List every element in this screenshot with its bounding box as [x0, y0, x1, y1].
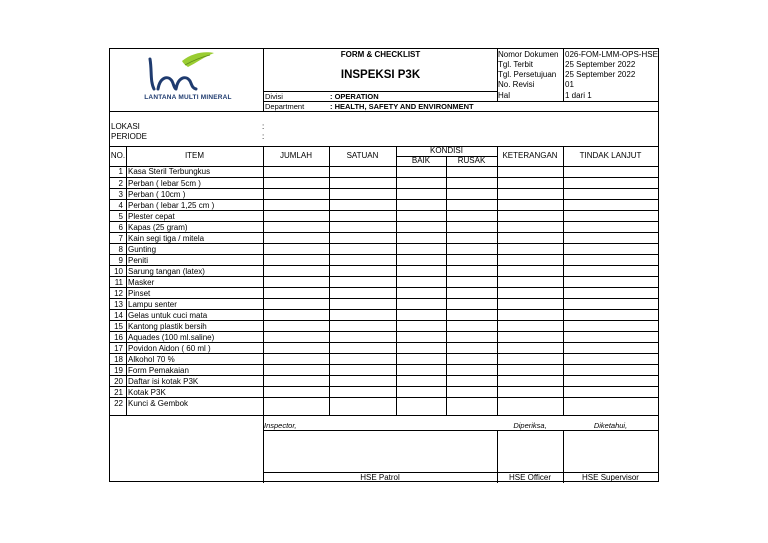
jumlah-cell[interactable]: [264, 266, 329, 276]
baik-cell[interactable]: [397, 354, 446, 364]
lokasi-colon: :: [262, 122, 265, 131]
col-header-kondisi: KONDISI: [430, 146, 463, 155]
jumlah-cell[interactable]: [264, 332, 329, 342]
table-row: [110, 210, 658, 221]
row-item-name: Plester cepat: [128, 212, 175, 221]
baik-cell[interactable]: [397, 332, 446, 342]
table-row: [110, 386, 658, 397]
keterangan-cell[interactable]: [498, 365, 563, 375]
rusak-cell[interactable]: [447, 332, 497, 342]
col-header-no: NO.: [110, 151, 126, 160]
keterangan-cell[interactable]: [498, 299, 563, 309]
row-number: 2: [118, 179, 123, 188]
baik-cell[interactable]: [397, 321, 446, 331]
row-number: 15: [114, 322, 123, 331]
row-number: 4: [118, 201, 123, 210]
baik-cell[interactable]: [397, 299, 446, 309]
table-row: [110, 309, 658, 320]
col-header-satuan: SATUAN: [346, 151, 379, 160]
jumlah-cell[interactable]: [264, 200, 329, 210]
jumlah-cell[interactable]: [264, 244, 329, 254]
baik-cell[interactable]: [397, 310, 446, 320]
row-number: 7: [118, 234, 123, 243]
company-logo: [138, 51, 238, 101]
jumlah-cell[interactable]: [264, 398, 329, 408]
jumlah-cell[interactable]: [264, 299, 329, 309]
row-number: 5: [118, 212, 123, 221]
satuan-cell[interactable]: [330, 343, 396, 353]
lokasi-label: LOKASI: [111, 122, 140, 131]
doc-value-revisi: 01: [565, 80, 574, 89]
keterangan-cell[interactable]: [498, 310, 563, 320]
table-row: [110, 342, 658, 353]
tindak-lanjut-cell[interactable]: [564, 288, 658, 298]
row-item-name: Lampu senter: [128, 300, 177, 309]
col-header-item: ITEM: [184, 151, 205, 160]
row-number: 11: [114, 278, 123, 287]
row-item-name: Kunci & Gembok: [128, 399, 189, 408]
col-header-jumlah: JUMLAH: [279, 151, 312, 160]
table-row: [110, 166, 658, 177]
satuan-cell[interactable]: [330, 387, 396, 397]
rusak-cell[interactable]: [447, 266, 497, 276]
table-row: [110, 199, 658, 210]
baik-cell[interactable]: [397, 398, 446, 408]
satuan-cell[interactable]: [330, 255, 396, 265]
jumlah-cell[interactable]: [264, 255, 329, 265]
baik-cell[interactable]: [397, 288, 446, 298]
divisi-label: Divisi: [265, 92, 283, 101]
baik-cell[interactable]: [397, 365, 446, 375]
divisi-value: : OPERATION: [330, 92, 379, 101]
table-row: [110, 276, 658, 287]
table-row: [110, 188, 658, 199]
jumlah-cell[interactable]: [264, 321, 329, 331]
row-item-name: Sarung tangan (latex): [128, 267, 205, 276]
jumlah-cell[interactable]: [264, 166, 329, 176]
satuan-cell[interactable]: [330, 233, 396, 243]
rusak-cell[interactable]: [447, 200, 497, 210]
keterangan-cell[interactable]: [498, 321, 563, 331]
row-number: 20: [114, 377, 123, 386]
satuan-cell[interactable]: [330, 266, 396, 276]
table-row: [110, 232, 658, 243]
row-item-name: Gelas untuk cuci mata: [128, 311, 208, 320]
table-row: [110, 364, 658, 375]
rusak-cell[interactable]: [447, 354, 497, 364]
row-number: 13: [114, 300, 123, 309]
baik-cell[interactable]: [397, 255, 446, 265]
row-item-name: Pinset: [128, 289, 151, 298]
row-item-name: Kain segi tiga / mitela: [128, 234, 205, 243]
doc-value-terbit: 25 September 2022: [565, 60, 636, 69]
table-row: [110, 375, 658, 386]
row-number: 3: [118, 190, 123, 199]
satuan-cell[interactable]: [330, 354, 396, 364]
table-row: [110, 287, 658, 298]
baik-cell[interactable]: [397, 387, 446, 397]
baik-cell[interactable]: [397, 244, 446, 254]
baik-cell[interactable]: [397, 166, 446, 176]
jumlah-cell[interactable]: [264, 233, 329, 243]
table-row: [110, 298, 658, 309]
keterangan-cell[interactable]: [498, 376, 563, 386]
diketahui-label: Diketahui,: [593, 421, 628, 430]
rusak-cell[interactable]: [447, 222, 497, 232]
doc-label-persetujuan: Tgl. Persetujuan: [498, 70, 557, 79]
tindak-lanjut-cell[interactable]: [564, 387, 658, 397]
satuan-cell[interactable]: [330, 332, 396, 342]
table-row: [110, 177, 658, 188]
baik-cell[interactable]: [397, 233, 446, 243]
baik-cell[interactable]: [397, 178, 446, 188]
row-item-name: Aquades (100 ml.saline): [128, 333, 215, 342]
diperiksa-label: Diperiksa,: [513, 421, 547, 430]
keterangan-cell[interactable]: [498, 343, 563, 353]
doc-value-nomor: 026-FOM-LMM-OPS-HSE: [565, 50, 658, 59]
form-title: INSPEKSI P3K: [340, 69, 421, 81]
satuan-cell[interactable]: [330, 288, 396, 298]
satuan-cell[interactable]: [330, 321, 396, 331]
rusak-cell[interactable]: [447, 211, 497, 221]
col-header-tindak-lanjut: TINDAK LANJUT: [579, 151, 642, 160]
baik-cell[interactable]: [397, 200, 446, 210]
company-name: LANTANA MULTI MINERAL: [144, 94, 232, 101]
rusak-cell[interactable]: [447, 387, 497, 397]
row-number: 16: [114, 333, 123, 342]
tindak-lanjut-cell[interactable]: [564, 354, 658, 364]
satuan-cell[interactable]: [330, 376, 396, 386]
tindak-lanjut-cell[interactable]: [564, 332, 658, 342]
keterangan-cell[interactable]: [498, 277, 563, 287]
satuan-cell[interactable]: [330, 166, 396, 176]
jumlah-cell[interactable]: [264, 288, 329, 298]
keterangan-cell[interactable]: [498, 255, 563, 265]
row-item-name: Kasa Steril Terbungkus: [128, 167, 211, 176]
rusak-cell[interactable]: [447, 178, 497, 188]
row-number: 6: [118, 223, 123, 232]
inspector-role: HSE Patrol: [360, 473, 400, 482]
rusak-cell[interactable]: [447, 244, 497, 254]
inspector-label: Inspector,: [264, 421, 297, 430]
rusak-cell[interactable]: [447, 343, 497, 353]
jumlah-cell[interactable]: [264, 189, 329, 199]
rusak-cell[interactable]: [447, 299, 497, 309]
doc-label-terbit: Tgl. Terbit: [498, 60, 533, 69]
doc-value-hal: 1 dari 1: [565, 91, 592, 100]
jumlah-cell[interactable]: [264, 222, 329, 232]
keterangan-cell[interactable]: [498, 398, 563, 408]
keterangan-cell[interactable]: [498, 354, 563, 364]
table-row: [110, 243, 658, 254]
row-number: 22: [114, 399, 123, 408]
doc-label-nomor: Nomor Dokumen: [498, 50, 559, 59]
row-number: 18: [114, 355, 123, 364]
rusak-cell[interactable]: [447, 255, 497, 265]
table-row: [110, 397, 658, 408]
baik-cell[interactable]: [397, 222, 446, 232]
diperiksa-role: HSE Officer: [508, 473, 552, 482]
keterangan-cell[interactable]: [498, 244, 563, 254]
rusak-cell[interactable]: [447, 189, 497, 199]
tindak-lanjut-cell[interactable]: [564, 178, 658, 188]
department-value: : HEALTH, SAFETY AND ENVIRONMENT: [330, 102, 474, 111]
table-row: [110, 254, 658, 265]
rusak-cell[interactable]: [447, 321, 497, 331]
rusak-cell[interactable]: [447, 376, 497, 386]
department-label: Department: [265, 102, 305, 111]
row-item-name: Peniti: [128, 256, 149, 265]
doc-label-revisi: No. Revisi: [498, 80, 535, 89]
jumlah-cell[interactable]: [264, 178, 329, 188]
row-number: 17: [114, 344, 123, 353]
row-number: 19: [114, 366, 123, 375]
row-number: 8: [118, 245, 123, 254]
satuan-cell[interactable]: [330, 211, 396, 221]
row-number: 1: [118, 167, 123, 176]
keterangan-cell[interactable]: [498, 189, 563, 199]
row-item-name: Perban ( lebar 1,25 cm ): [128, 201, 215, 210]
keterangan-cell[interactable]: [498, 288, 563, 298]
jumlah-cell[interactable]: [264, 277, 329, 287]
satuan-cell[interactable]: [330, 222, 396, 232]
tindak-lanjut-cell[interactable]: [564, 365, 658, 375]
tindak-lanjut-cell[interactable]: [564, 310, 658, 320]
rusak-cell[interactable]: [447, 277, 497, 287]
baik-cell[interactable]: [397, 189, 446, 199]
satuan-cell[interactable]: [330, 200, 396, 210]
keterangan-cell[interactable]: [498, 233, 563, 243]
satuan-cell[interactable]: [330, 277, 396, 287]
jumlah-cell[interactable]: [264, 211, 329, 221]
tindak-lanjut-cell[interactable]: [564, 222, 658, 232]
rusak-cell[interactable]: [447, 310, 497, 320]
satuan-cell[interactable]: [330, 310, 396, 320]
satuan-cell[interactable]: [330, 365, 396, 375]
diketahui-role: HSE Supervisor: [582, 473, 639, 482]
satuan-cell[interactable]: [330, 398, 396, 408]
row-item-name: Kotak P3K: [128, 388, 166, 397]
satuan-cell[interactable]: [330, 178, 396, 188]
rusak-cell[interactable]: [447, 288, 497, 298]
rusak-cell[interactable]: [447, 166, 497, 176]
table-row: [110, 320, 658, 331]
tindak-lanjut-cell[interactable]: [564, 189, 658, 199]
keterangan-cell[interactable]: [498, 211, 563, 221]
row-number: 21: [114, 388, 123, 397]
rusak-cell[interactable]: [447, 365, 497, 375]
tindak-lanjut-cell[interactable]: [564, 255, 658, 265]
jumlah-cell[interactable]: [264, 376, 329, 386]
row-item-name: Perban ( 10cm ): [128, 190, 186, 199]
row-number: 12: [114, 289, 123, 298]
baik-cell[interactable]: [397, 376, 446, 386]
col-header-baik: BAIK: [411, 156, 431, 165]
table-row: [110, 265, 658, 276]
keterangan-cell[interactable]: [498, 200, 563, 210]
keterangan-cell[interactable]: [498, 266, 563, 276]
row-item-name: Form Pemakaian: [128, 366, 189, 375]
table-row: [110, 353, 658, 364]
keterangan-cell[interactable]: [498, 387, 563, 397]
form-type-label: FORM & CHECKLIST: [340, 50, 421, 59]
tindak-lanjut-cell[interactable]: [564, 244, 658, 254]
tindak-lanjut-cell[interactable]: [564, 166, 658, 176]
rusak-cell[interactable]: [447, 398, 497, 408]
keterangan-cell[interactable]: [498, 332, 563, 342]
tindak-lanjut-cell[interactable]: [564, 321, 658, 331]
table-row: [110, 331, 658, 342]
tindak-lanjut-cell[interactable]: [564, 343, 658, 353]
row-number: 10: [114, 267, 123, 276]
periode-colon: :: [262, 132, 265, 141]
inspection-form: [109, 48, 659, 482]
tindak-lanjut-cell[interactable]: [564, 376, 658, 386]
tindak-lanjut-cell[interactable]: [564, 211, 658, 221]
tindak-lanjut-cell[interactable]: [564, 277, 658, 287]
tindak-lanjut-cell[interactable]: [564, 299, 658, 309]
satuan-cell[interactable]: [330, 244, 396, 254]
table-row: [110, 221, 658, 232]
tindak-lanjut-cell[interactable]: [564, 398, 658, 408]
col-header-keterangan: KETERANGAN: [502, 151, 558, 160]
baik-cell[interactable]: [397, 266, 446, 276]
jumlah-cell[interactable]: [264, 365, 329, 375]
row-item-name: Kantong plastik bersih: [128, 322, 207, 331]
rusak-cell[interactable]: [447, 233, 497, 243]
periode-label: PERIODE: [111, 132, 148, 141]
satuan-cell[interactable]: [330, 189, 396, 199]
baik-cell[interactable]: [397, 211, 446, 221]
tindak-lanjut-cell[interactable]: [564, 266, 658, 276]
tindak-lanjut-cell[interactable]: [564, 233, 658, 243]
row-item-name: Gunting: [128, 245, 157, 254]
jumlah-cell[interactable]: [264, 354, 329, 364]
row-item-name: Povidon Aidon ( 60 ml ): [128, 344, 211, 353]
satuan-cell[interactable]: [330, 299, 396, 309]
doc-value-persetujuan: 25 September 2022: [565, 70, 636, 79]
keterangan-cell[interactable]: [498, 166, 563, 176]
row-number: 14: [114, 311, 123, 320]
row-number: 9: [118, 256, 123, 265]
row-item-name: Daftar isi kotak P3K: [128, 377, 199, 386]
jumlah-cell[interactable]: [264, 310, 329, 320]
keterangan-cell[interactable]: [498, 178, 563, 188]
col-header-rusak: RUSAK: [457, 156, 486, 165]
baik-cell[interactable]: [397, 343, 446, 353]
row-item-name: Masker: [128, 278, 155, 287]
row-item-name: Alkohol 70 %: [128, 355, 175, 364]
doc-label-hal: Hal: [498, 91, 511, 100]
row-item-name: Perban ( lebar 5cm ): [128, 179, 201, 188]
row-item-name: Kapas (25 gram): [128, 223, 188, 232]
tindak-lanjut-cell[interactable]: [564, 200, 658, 210]
baik-cell[interactable]: [397, 277, 446, 287]
keterangan-cell[interactable]: [498, 222, 563, 232]
logo-mark-icon: [138, 51, 238, 95]
jumlah-cell[interactable]: [264, 343, 329, 353]
jumlah-cell[interactable]: [264, 387, 329, 397]
